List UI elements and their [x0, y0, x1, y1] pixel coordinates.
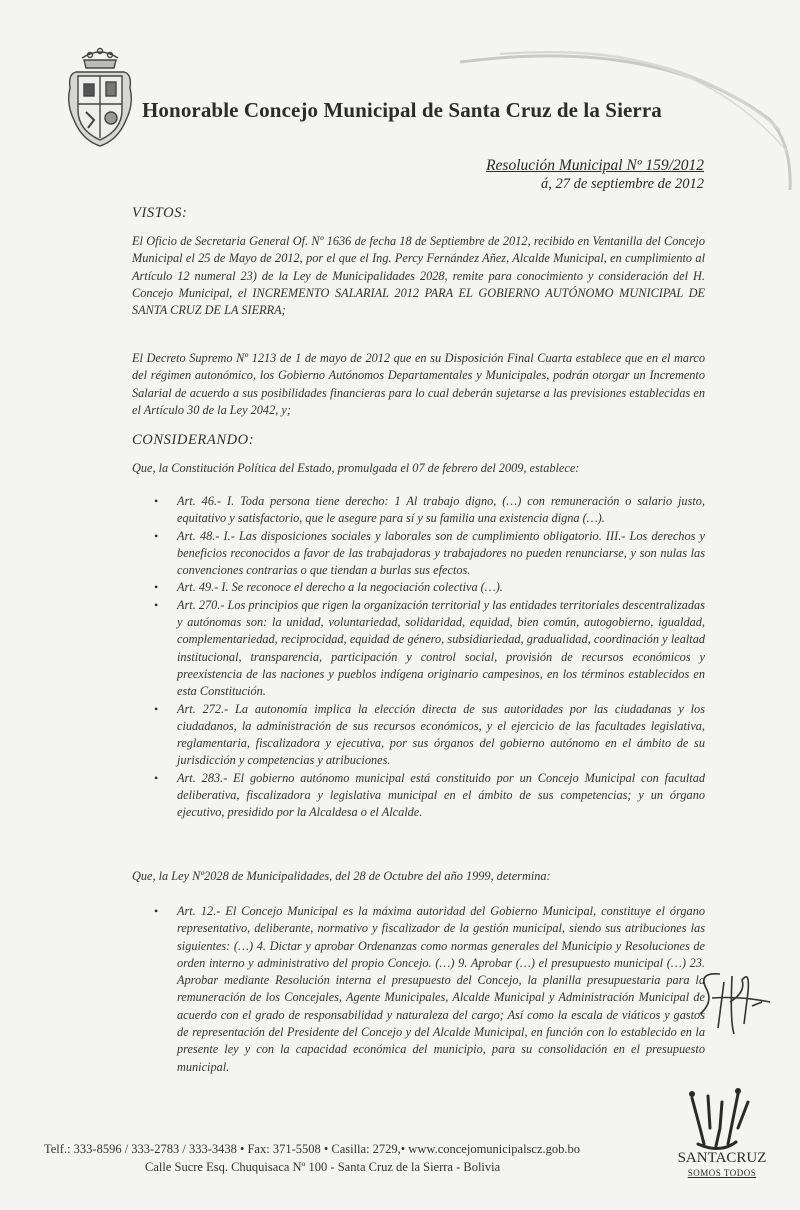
article-48-text: Art. 48.- I.- Las disposiciones sociales y laborales son de cumplimiento obligatorio. III.- Los derechos y beneficios reconocidos a favor de las trabajadoras y trabajadores no pueden renunciarse, y son nulas las convenciones contrarias o que tiendan a burlas sus efectos.: [177, 528, 705, 578]
vistos-heading: VISTOS:: [132, 205, 188, 221]
list-item: • Art. 12.- El Concejo Municipal es la máxima autoridad del Gobierno Municipal, constituye el órgano representativo, deliberante, normativo y fiscalizador de la gestión municipal, siendo sus atribuciones las siguientes: (…) 4. Dictar y aprobar Ordenanzas como normas generales del Municipio y Resoluciones de orden interno y administrativo del propio Concejo. (…) 9. Aprobar (…) el presupuesto municipal (…) 23. Aprobar mediante Resolución interna el presupuesto del Concejo, la planilla presupuestaria para la remuneración de los Concejales, Agente Municipales, Alcalde Municipal y Administración Municipal de acuerdo con el grado de responsabilidad y naturaleza del cargo; Así como la escala de viáticos y gastos de representación del Presidente del Concejo y del Alcalde Municipal, en función con lo establecido en la presente ley y con la capacidad económica del municipio, para su consolidación en el presupuesto municipal.: [154, 904, 705, 1074]
signature-icon: [690, 962, 780, 1042]
organization-title: Honorable Concejo Municipal de Santa Cruz de la Sierra: [142, 98, 662, 122]
article-46-text: Art. 46.- I. Toda persona tiene derecho: 1 Al trabajo digno, (…) con remuneración o salario justo, equitativo y satisfactorio, que le asegure para sí y su familia una existencia digna (…).: [177, 494, 705, 526]
logo-tagline: SOMOS TODOS: [687, 1168, 757, 1178]
vistos-paragraph-1: El Oficio de Secretaria General Of. Nº 1636 de fecha 18 de Septiembre de 2012, recibido en Ventanilla del Concejo Municipal el 25 de Mayo de 2012, por el que el Ing. Percy Fernández Añez, Alcalde Municipal, en cumplimiento al Artículo 12 numeral 23) de la Ley de Municipalidades 2028, remite para conocimiento y consideración del H. Concejo Municipal, el INCREMENTO SALARIAL 2012 PARA EL GOBIERNO AUTÓNOMO MUNICIPAL DE SANTA CRUZ DE LA SIERRA;: [132, 234, 705, 318]
resolution-number: Resolución Municipal Nº 159/2012: [486, 157, 704, 174]
logo-name: SANTACRUZ: [677, 1150, 767, 1166]
coat-of-arms-icon: [64, 44, 136, 150]
list-item: • Art. 48.- I.- Las disposiciones sociales y laborales son de cumplimiento obligatorio. III.- Los derechos y beneficios reconocidos a favor de las trabajadoras y trabajadores no pueden renunciarse, y son nulas las convenciones contrarias o que tiendan a burlas sus efectos.: [154, 528, 705, 578]
footer-address: Calle Sucre Esq. Chuquisaca Nº 100 - Santa Cruz de la Sierra - Bolivia: [145, 1160, 501, 1174]
list-item: • Art. 272.- La autonomía implica la elección directa de sus autoridades por las ciudadanas y los ciudadanos, la administración de sus recursos económicos, y el ejercicio de las facultades legislativa, reglamentaria, fiscalizadora y ejecutiva, por sus órganos del gobierno autónomo en el ámbito de su jurisdicción y competencias y atribuciones.: [154, 701, 705, 768]
article-12-text: Art. 12.- El Concejo Municipal es la máxima autoridad del Gobierno Municipal, constituye el órgano representativo, deliberante, normativo y fiscalizador de la gestión municipal, siendo sus atribuciones las siguientes: (…) 4. Dictar y aprobar Ordenanzas como normas generales del Municipio y Resoluciones de orden interno y administrativo del propio Concejo. (…) 9. Aprobar (…) el presupuesto municipal (…) 23. Aprobar mediante Resolución interna el presupuesto del Concejo, la planilla presupuestaria para la remuneración de los Concejales, Agente Municipales, Alcalde Municipal y Administración Municipal de acuerdo con el grado de responsabilidad y naturaleza del cargo; Así como la escala de viáticos y gastos de representación del Presidente del Concejo y del Alcalde Municipal, en función con lo establecido en la presente ley y con la capacidad económica del municipio, para su consolidación en el presupuesto municipal.: [177, 904, 705, 1074]
constitution-intro: Que, la Constitución Política del Estado, promulgada el 07 de febrero del 2009, establece:: [132, 461, 580, 475]
considerando-heading: CONSIDERANDO:: [132, 432, 255, 448]
vistos-paragraph-2: El Decreto Supremo Nº 1213 de 1 de mayo de 2012 que en su Disposición Final Cuarta establece que en el marco del régimen autonómico, los Gobierno Autónomos Departamentales y Municipales, podrán otorgar un Incremento Salarial de acuerdo a sus posibilidades financieras para lo cual deberán sujetarse a las previsiones establecidas en el Artículo 30 de la Ley 2042, y;: [132, 351, 705, 417]
municipal-law-intro: Que, la Ley Nº2028 de Municipalidades, del 28 de Octubre del año 1999, determina:: [132, 869, 551, 883]
list-item: • Art. 49.- I. Se reconoce el derecho a la negociación colectiva (…).: [154, 580, 503, 595]
article-272-text: Art. 272.- La autonomía implica la elección directa de sus autoridades por las ciudadanas y los ciudadanos, la administración de sus recursos económicos, y el ejercicio de las facultades legislativa, reglamentaria, fiscalizadora y ejecutiva, por sus órganos del gobierno autónomo en el ámbito de su jurisdicción y competencias y atribuciones.: [177, 701, 705, 768]
article-49-text: Art. 49.- I. Se reconoce el derecho a la negociación colectiva (…).: [177, 580, 503, 595]
list-item: • Art. 283.- El gobierno autónomo municipal está constituido por un Concejo Municipal con facultad deliberativa, fiscalizadora y legislativa municipal en el ámbito de sus competencias; y un órgano ejecutivo, presidido por la Alcaldesa o el Alcalde.: [154, 770, 705, 820]
municipal-law-articles-list: [132, 903, 705, 1076]
footer-contact: Telf.: 333-8596 / 333-2783 / 333-3438 • Fax: 371-5508 • Casilla: 2729,• www.concejomunicipalscz.gob.bo: [44, 1142, 581, 1156]
article-283-text: Art. 283.- El gobierno autónomo municipal está constituido por un Concejo Municipal con facultad deliberativa, fiscalizadora y legislativa municipal en el ámbito de sus competencias; y un órgano ejecutivo, presidido por la Alcaldesa o el Alcalde.: [177, 770, 705, 820]
article-270-text: Art. 270.- Los principios que rigen la organización territorial y las entidades territoriales descentralizadas y autónomas son: la unidad, voluntariedad, solidaridad, equidad, bien común, autogobierno, igualdad, complementariedad, reciprocidad, equidad de género, subsidiariedad, gradualidad, coordinación y lealtad institucional, transparencia, participación y control social, provisión de recursos económicos y preexistencia de las naciones y pueblos indígena originario campesinos, en los términos establecidos en esta Constitución.: [177, 597, 705, 699]
list-item: • Art. 270.- Los principios que rigen la organización territorial y las entidades territoriales descentralizadas y autónomas son: la unidad, voluntariedad, solidaridad, equidad, bien común, autogobierno, igualdad, complementariedad, reciprocidad, equidad de género, subsidiariedad, gradualidad, coordinación y lealtad institucional, transparencia, participación y control social, provisión de recursos económicos y preexistencia de las naciones y pueblos indígena originario campesinos, en los términos establecidos en esta Constitución.: [154, 597, 705, 699]
constitution-articles-list: [132, 493, 705, 822]
resolution-date: á, 27 de septiembre de 2012: [541, 176, 704, 192]
list-item: • Art. 46.- I. Toda persona tiene derecho: 1 Al trabajo digno, (…) con remuneración o salario justo, equitativo y satisfactorio, que le asegure para sí y su familia una existencia digna (…).: [154, 494, 705, 526]
